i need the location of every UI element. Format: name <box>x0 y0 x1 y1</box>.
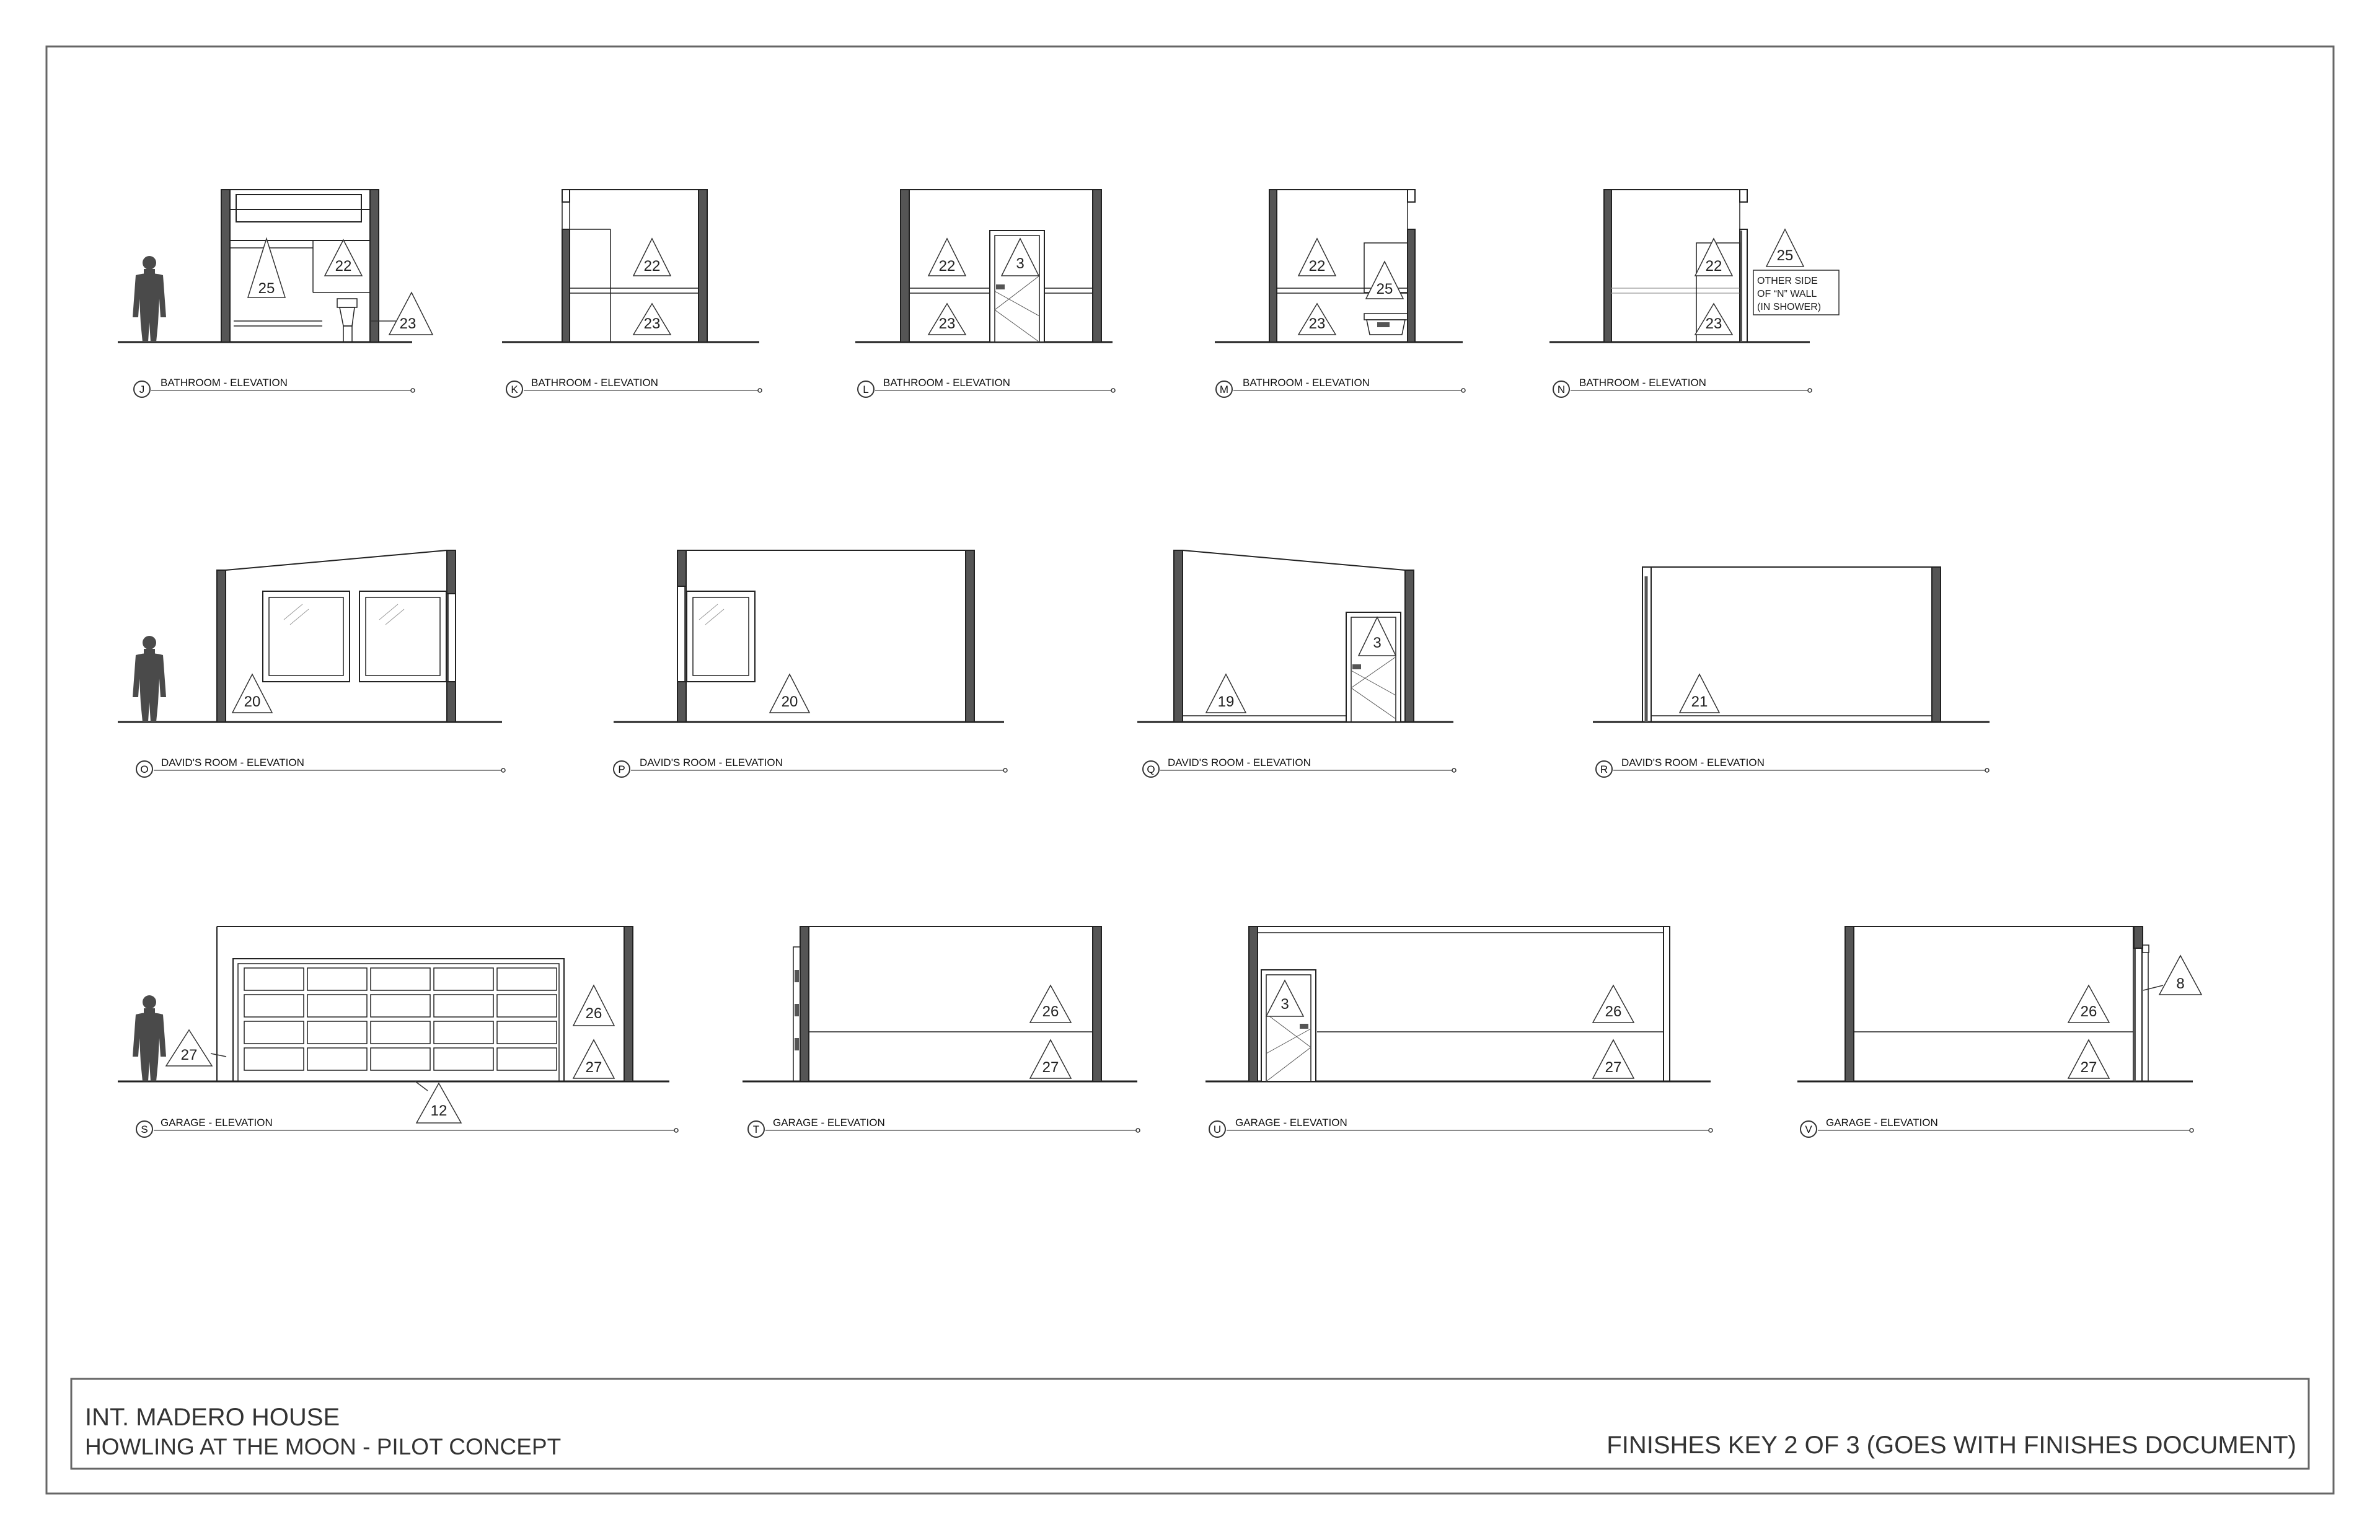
finish-tag-22: 22 <box>335 258 352 275</box>
elevation-n-label <box>1553 377 1812 397</box>
elevation-t <box>743 926 1137 1081</box>
elevation-s-label <box>136 1117 678 1137</box>
elevation-title-l: BATHROOM - ELEVATION <box>883 377 1010 389</box>
elevation-u-label <box>1209 1117 1712 1137</box>
finish-tag-20: 20 <box>781 693 798 710</box>
elevation-title-q: DAVID'S ROOM - ELEVATION <box>1168 757 1311 768</box>
elevation-title-n: BATHROOM - ELEVATION <box>1579 377 1706 389</box>
finish-tag-25: 25 <box>1376 281 1393 297</box>
elevation-title-v: GARAGE - ELEVATION <box>1826 1117 1938 1129</box>
finish-tag-27: 27 <box>1605 1059 1622 1076</box>
finish-tag-19: 19 <box>1217 693 1235 710</box>
finish-tag-3: 3 <box>1373 635 1382 651</box>
elevation-k <box>502 190 759 342</box>
finish-tag-12: 12 <box>430 1102 447 1119</box>
elevation-title-m: BATHROOM - ELEVATION <box>1243 377 1370 389</box>
finish-tag-23: 23 <box>1705 315 1722 332</box>
garage-door-panels <box>244 968 557 1070</box>
elevation-j <box>118 190 433 342</box>
elevation-id-q: Q <box>1147 763 1155 775</box>
elevation-title-r: DAVID'S ROOM - ELEVATION <box>1621 757 1765 768</box>
elevation-o <box>118 550 502 722</box>
finish-tag-23: 23 <box>643 315 661 332</box>
finish-tag-25: 25 <box>258 280 275 297</box>
finish-tag-23: 23 <box>1308 315 1326 332</box>
finish-tag-27: 27 <box>585 1059 602 1076</box>
elevation-id-m: M <box>1219 384 1229 395</box>
finish-tag-27: 27 <box>2080 1059 2097 1076</box>
scale-figure <box>133 636 166 722</box>
production-title: HOWLING AT THE MOON - PILOT CONCEPT <box>85 1434 562 1459</box>
wall-note-line-3: (IN SHOWER) <box>1757 302 1822 312</box>
elevation-title-t: GARAGE - ELEVATION <box>773 1117 885 1129</box>
finish-tag-22: 22 <box>643 258 661 275</box>
finish-tag-22: 22 <box>938 258 956 275</box>
elevation-q <box>1137 550 1453 722</box>
elevation-title-u: GARAGE - ELEVATION <box>1235 1117 1347 1129</box>
elevation-n <box>1549 190 1839 342</box>
elevation-id-l: L <box>863 384 869 395</box>
scale-figure <box>133 256 166 342</box>
elevation-r <box>1593 567 1990 722</box>
elevation-o-label <box>136 757 505 777</box>
finish-tag-22: 22 <box>1705 258 1722 275</box>
finish-tag-21: 21 <box>1691 693 1708 710</box>
elevation-id-n: N <box>1557 384 1566 395</box>
elevation-l-label <box>858 377 1115 397</box>
elevation-k-label <box>506 377 762 397</box>
wall-note-line-1: OTHER SIDE <box>1757 276 1818 286</box>
elevation-title-o: DAVID'S ROOM - ELEVATION <box>161 757 304 768</box>
elevation-m <box>1215 190 1463 342</box>
elevation-v <box>1797 926 2202 1081</box>
elevation-v-label <box>1800 1117 2193 1137</box>
elevation-id-j: J <box>139 384 145 395</box>
elevation-id-t: T <box>752 1124 760 1135</box>
elevation-m-label <box>1216 377 1465 397</box>
finish-tag-26: 26 <box>1605 1003 1622 1020</box>
finish-tag-23: 23 <box>399 315 416 332</box>
finish-tag-3: 3 <box>1016 255 1025 272</box>
finish-tag-3: 3 <box>1280 996 1289 1013</box>
elevation-id-o: O <box>140 763 149 775</box>
wall-note-line-2: OF “N” WALL <box>1757 289 1817 299</box>
elevation-q-label <box>1143 757 1456 777</box>
elevation-id-r: R <box>1600 763 1608 775</box>
elevation-id-s: S <box>141 1124 148 1135</box>
elevation-s <box>118 926 669 1123</box>
elevation-r-label <box>1596 757 1989 777</box>
scale-figure <box>133 995 166 1081</box>
elevation-p <box>614 550 1004 722</box>
finish-tag-20: 20 <box>244 693 261 710</box>
elevation-l <box>855 190 1113 342</box>
finish-tag-23: 23 <box>938 315 956 332</box>
finish-tag-26: 26 <box>1042 1003 1059 1020</box>
elevation-j-label <box>134 377 415 397</box>
finish-tag-26: 26 <box>585 1005 602 1022</box>
finish-tag-25: 25 <box>1776 247 1794 264</box>
finish-tag-27: 27 <box>1042 1059 1059 1076</box>
finish-tag-26: 26 <box>2080 1003 2097 1020</box>
elevation-u <box>1205 926 1711 1081</box>
elevation-id-u: U <box>1213 1124 1222 1135</box>
finish-tag-22: 22 <box>1308 258 1326 275</box>
elevation-p-label <box>614 757 1007 777</box>
finish-tag-8: 8 <box>2176 975 2185 992</box>
elevation-id-p: P <box>618 763 625 775</box>
elevation-title-j: BATHROOM - ELEVATION <box>161 377 288 389</box>
elevation-id-k: K <box>511 384 518 395</box>
project-title: INT. MADERO HOUSE <box>85 1404 340 1431</box>
elevation-title-k: BATHROOM - ELEVATION <box>531 377 658 389</box>
finish-tag-27: 27 <box>180 1047 198 1063</box>
elevation-t-label <box>748 1117 1140 1137</box>
sheet-title: FINISHES KEY 2 OF 3 (GOES WITH FINISHES DOCUMENT) <box>1606 1432 2296 1459</box>
elevation-title-s: GARAGE - ELEVATION <box>161 1117 273 1129</box>
elevation-id-v: V <box>1805 1124 1812 1135</box>
elevation-title-p: DAVID'S ROOM - ELEVATION <box>640 757 783 768</box>
